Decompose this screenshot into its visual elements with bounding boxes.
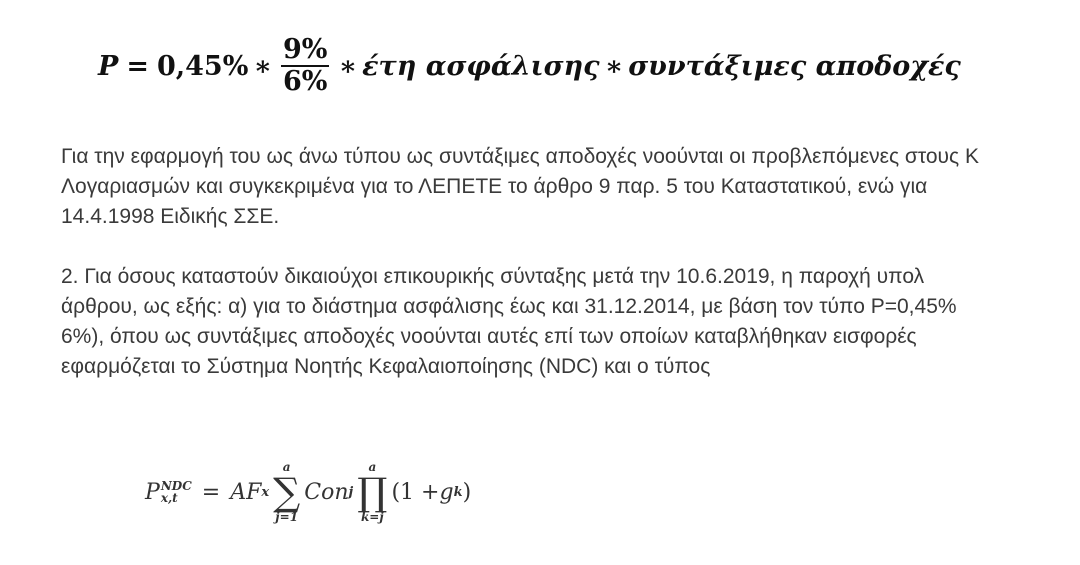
formula-times-1: ∗ — [253, 50, 273, 82]
ndc-lhs-sup: NDC — [160, 479, 192, 493]
ndc-af: AF — [230, 479, 262, 505]
formula-equals: = — [126, 50, 149, 82]
paragraph-line: Για την εφαρμογή του ως άνω τύπου ως συντάξιμες αποδοχές νοούνται οι προβλεπόμενες στους Κ — [61, 145, 979, 168]
formula-term-earnings: συντάξιμες αποδοχές — [628, 50, 961, 82]
sum-symbol: ∑ — [273, 470, 301, 514]
paragraph-beneficiaries — [61, 262, 1080, 382]
formula-times-2: ∗ — [338, 50, 358, 82]
paragraph-line: 14.4.1998 Ειδικής ΣΣΕ. — [61, 205, 280, 228]
ndc-con: Con — [304, 479, 349, 505]
ndc-af-sub: x — [261, 484, 270, 500]
paragraph-line: Λογαριασμών και συγκεκριμένα για το ΛΕΠΕΤΕ το άρθρο 9 παρ. 5 του Καταστατικού, ενώ για — [61, 175, 928, 198]
paragraph-earnings-definition — [61, 142, 1080, 232]
ndc-con-sub: j — [348, 484, 354, 500]
formula-coefficient: 0,45% — [156, 50, 249, 82]
fraction-denominator: 6% — [283, 66, 328, 97]
formula-lhs: P — [98, 50, 119, 82]
sum-lower-limit: j=1 — [275, 510, 299, 524]
product-lower-limit: k=j — [360, 510, 384, 524]
product-upper-limit: a — [368, 460, 377, 474]
ndc-close-paren: ) — [462, 479, 472, 505]
ndc-formula — [145, 452, 471, 532]
ndc-equals: = — [201, 479, 221, 505]
sum-operator — [273, 461, 300, 523]
paragraph-line: εφαρμόζεται το Σύστημα Νοητής Κεφαλαιοποίησης (NDC) και ο τύπος — [61, 355, 711, 378]
ndc-g: g — [439, 479, 454, 505]
paragraph-line: 2. Για όσους καταστούν δικαιούχοι επικουρικής σύνταξης μετά την 10.6.2019, η παροχή υπολ — [61, 265, 925, 288]
formula-fraction — [281, 35, 329, 97]
formula-term-years: έτη ασφάλισης — [362, 50, 600, 82]
pension-formula — [98, 30, 961, 102]
sum-upper-limit: a — [282, 460, 291, 474]
ndc-lhs: P — [145, 479, 160, 505]
paragraph-line: 6%), όπου ως συντάξιμες αποδοχές νοούνται αυτές επί των οποίων καταβλήθηκαν εισφορές — [61, 325, 917, 348]
product-symbol: ∏ — [357, 470, 388, 514]
ndc-lhs-sub: x,t — [160, 491, 178, 505]
paragraph-line: άρθρου, ως εξής: α) για το διάστημα ασφάλισης έως και 31.12.2014, με βάση τον τύπο P=0,45% — [61, 295, 957, 318]
ndc-g-sub: k — [453, 484, 463, 500]
fraction-numerator: 9% — [283, 34, 328, 65]
ndc-open-paren: (1 + — [391, 479, 440, 505]
formula-times-3: ∗ — [604, 50, 624, 82]
ndc-lhs-indices — [161, 480, 192, 504]
product-operator — [357, 461, 387, 523]
